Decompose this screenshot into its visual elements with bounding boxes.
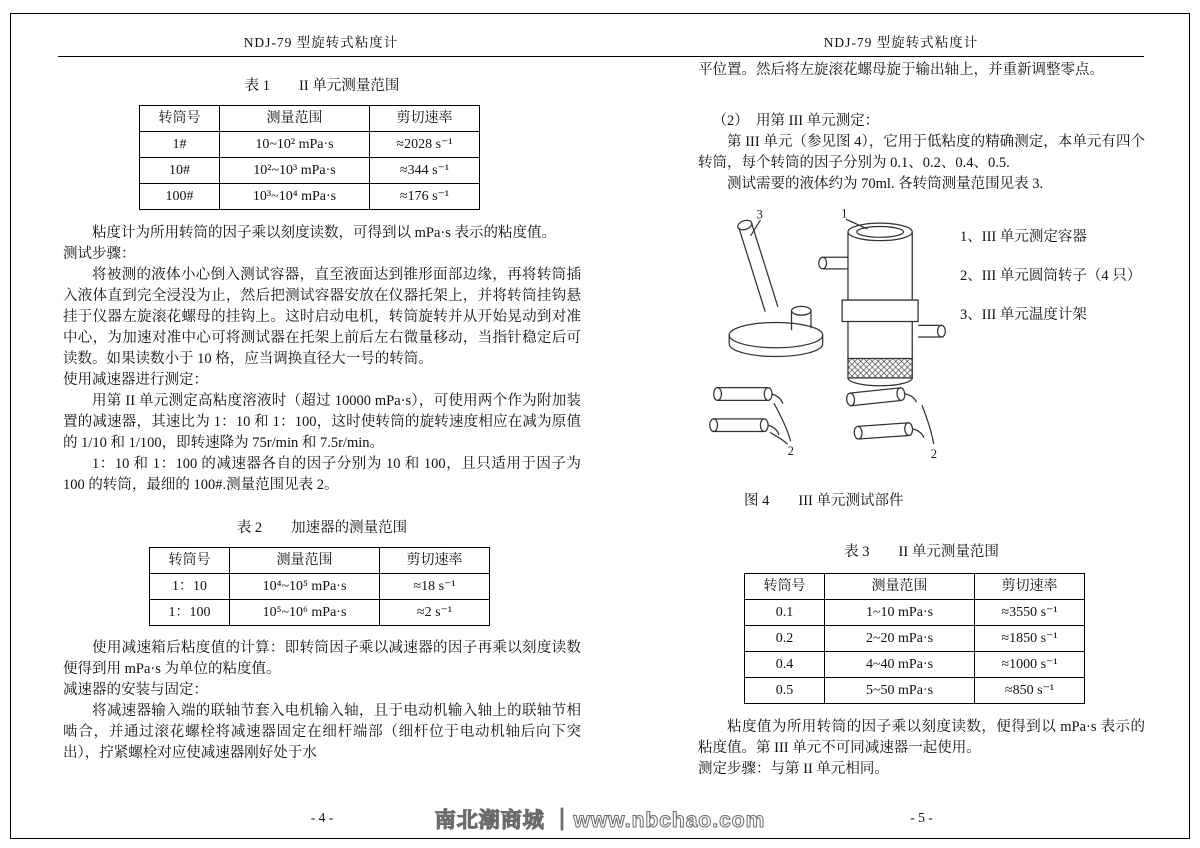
table-cell: 10⁵~10⁶ mPa·s: [230, 600, 380, 626]
table-cell: ≈18 s⁻¹: [380, 574, 490, 600]
table-cell: ≈2028 s⁻¹: [370, 132, 480, 158]
table-cell: ≈1000 s⁻¹: [975, 652, 1085, 678]
figure-label-2a: 2: [787, 443, 794, 458]
table-cell: ≈176 s⁻¹: [370, 184, 480, 210]
table-cell: 转筒号: [745, 574, 825, 600]
table-cell: ≈850 s⁻¹: [975, 678, 1085, 704]
table-row: [745, 652, 1085, 678]
figure-label-1: 1: [841, 206, 848, 221]
para-liquid-volume: 测试需要的液体约为 70ml. 各转筒测量范围见表 3.: [727, 176, 1044, 192]
table-row: [150, 548, 490, 574]
table-cell: 1#: [140, 132, 220, 158]
table-cell: 转筒号: [150, 548, 230, 574]
figure-caption: 图 4 III 单元测试部件: [744, 493, 904, 509]
table-cell: 5~50 mPa·s: [825, 678, 975, 704]
heading-reducer-install: 减速器的安装与固定：: [63, 682, 208, 698]
table-cell: 剪切速率: [380, 548, 490, 574]
para-reducer-install: 将减速器输入端的联轴节套入电机输入轴，且于电动机输入轴上的联轴节相啮合，并通过滚花螺栓将减速器固定在细杆端部（细杆位于电动机轴后向下突出），拧紧螺栓对应使减速器刚好处于水: [63, 703, 581, 761]
figure-label-3: 3: [756, 207, 763, 222]
table-row: [140, 132, 480, 158]
table-row: [150, 574, 490, 600]
right-page-column: [698, 60, 1145, 780]
apparatus-drawing-icon: [700, 205, 958, 473]
table2-title: 表 2 加速器的测量范围: [236, 520, 408, 536]
watermark-text: 南北潮商城 ｜www.nbchao.com: [434, 809, 766, 832]
figure-label-2b: 2: [930, 446, 938, 461]
table-cell: 1~10 mPa·s: [825, 600, 975, 626]
table-cell: 1：10: [150, 574, 230, 600]
table-cell: 剪切速率: [975, 574, 1085, 600]
table-cell: 0.2: [745, 626, 825, 652]
table3-title: 表 3 II 单元测量范围: [844, 544, 999, 560]
page-number-left: - 4 -: [310, 810, 334, 825]
table-cell: 10⁴~10⁵ mPa·s: [230, 574, 380, 600]
table1-measure-range: [139, 105, 480, 210]
legend-item: 2、III 单元圆筒转子（4 只）: [960, 268, 1142, 284]
table-cell: ≈3550 s⁻¹: [975, 600, 1085, 626]
figure-4: [698, 205, 1145, 487]
para-unit3-desc: 第 III 单元（参见图 4），它用于低粘度的精确测定，本单元有四个转筒，每个转筒的因子分别为 0.1、0.2、0.4、0.5.: [698, 134, 1145, 171]
table-row: [140, 158, 480, 184]
table-row: [140, 106, 480, 132]
table-cell: 10²~10³ mPa·s: [220, 158, 370, 184]
table-cell: 剪切速率: [370, 106, 480, 132]
table-cell: ≈344 s⁻¹: [370, 158, 480, 184]
table-cell: ≈1850 s⁻¹: [975, 626, 1085, 652]
legend-item: 3、III 单元温度计架: [960, 307, 1087, 323]
table-cell: 2~20 mPa·s: [825, 626, 975, 652]
table-cell: 测量范围: [230, 548, 380, 574]
heading-reducer-measure: 使用减速器进行测定：: [63, 372, 208, 388]
table-row: [140, 184, 480, 210]
page-header-left: NDJ-79 型旋转式粘度计: [243, 35, 399, 50]
para-test-procedure: 将被测的液体小心倒入测试容器，直至液面达到锥形面部边缘，再将转筒插入液体直到完全浸没为止，然后把测试容器安放在仪器托架上，并将转筒挂钩悬挂于仪器左旋滚花螺母的挂钩上。这时启动电机，转筒旋转并从开始晃动到对准中心，为加速对准中心可将测试器在托架上前后左右微量移动，当指针稳定后可读数。如果读数小于 10 格，应当调换直径大一号的转筒。: [63, 267, 581, 367]
table-cell: 转筒号: [140, 106, 220, 132]
table-cell: 0.4: [745, 652, 825, 678]
table-cell: 测量范围: [825, 574, 975, 600]
table-cell: ≈2 s⁻¹: [380, 600, 490, 626]
para-reducer-usage: 用第 II 单元测定高粘度溶液时（超过 10000 mPa·s），可使用两个作为附加装置的减速器，其速比为 1：10 和 1：100，这时使转筒的旋转速度相应在减为原值的 1/10 和 1/100，即转速降为 75r/min 和 7.5r/min。: [63, 393, 581, 451]
heading-test-steps: 测试步骤：: [63, 246, 136, 262]
table-cell: 10#: [140, 158, 220, 184]
table3-measure-range: [744, 573, 1085, 704]
para-viscosity-value: 粘度值为所用转筒的因子乘以刻度读数，便得到以 mPa·s 表示的粘度值。第 III 单元不可同减速器一起使用。: [698, 719, 1145, 756]
table-cell: 100#: [140, 184, 220, 210]
figure-legend: [960, 227, 1141, 344]
table-cell: 0.5: [745, 678, 825, 704]
table2-reducer-range: [149, 547, 490, 626]
table-cell: 4~40 mPa·s: [825, 652, 975, 678]
table-cell: 0.1: [745, 600, 825, 626]
table-cell: 10~10² mPa·s: [220, 132, 370, 158]
header-divider-rule: [58, 56, 1144, 57]
table-row: [745, 678, 1085, 704]
para-procedure-same: 测定步骤：与第 II 单元相同。: [698, 761, 889, 777]
para-reducer-factors: 1：10 和 1：100 的减速器各自的因子分别为 10 和 100，且只适用于因子为 100 的转筒，最细的 100#.测量范围见表 2。: [63, 456, 581, 493]
table1-title: 表 1 II 单元测量范围: [244, 78, 400, 94]
page-header-right: NDJ-79 型旋转式粘度计: [823, 35, 979, 50]
para-factor-note: 粘度计为所用转筒的因子乘以刻度读数，可得到以 mPa·s 表示的粘度值。: [92, 225, 556, 241]
para-calc-note: 使用减速箱后粘度值的计算：即转筒因子乘以减速器的因子再乘以刻度读数便得到用 mPa·s 为单位的粘度值。: [63, 640, 581, 677]
table-row: [745, 574, 1085, 600]
table-cell: 测量范围: [220, 106, 370, 132]
table-cell: 10³~10⁴ mPa·s: [220, 184, 370, 210]
left-page-column: [63, 70, 581, 764]
legend-item: 1、III 单元测定容器: [960, 229, 1087, 245]
table-row: [745, 626, 1085, 652]
heading-unit3: （2） 用第 III 单元测定：: [712, 113, 880, 129]
page-number-right: - 5 -: [910, 810, 933, 825]
table-cell: 1：100: [150, 600, 230, 626]
table-row: [150, 600, 490, 626]
para-level-position: 平位置。然后将左旋滚花螺母旋于输出轴上，并重新调整零点。: [698, 62, 1104, 78]
table-row: [745, 600, 1085, 626]
